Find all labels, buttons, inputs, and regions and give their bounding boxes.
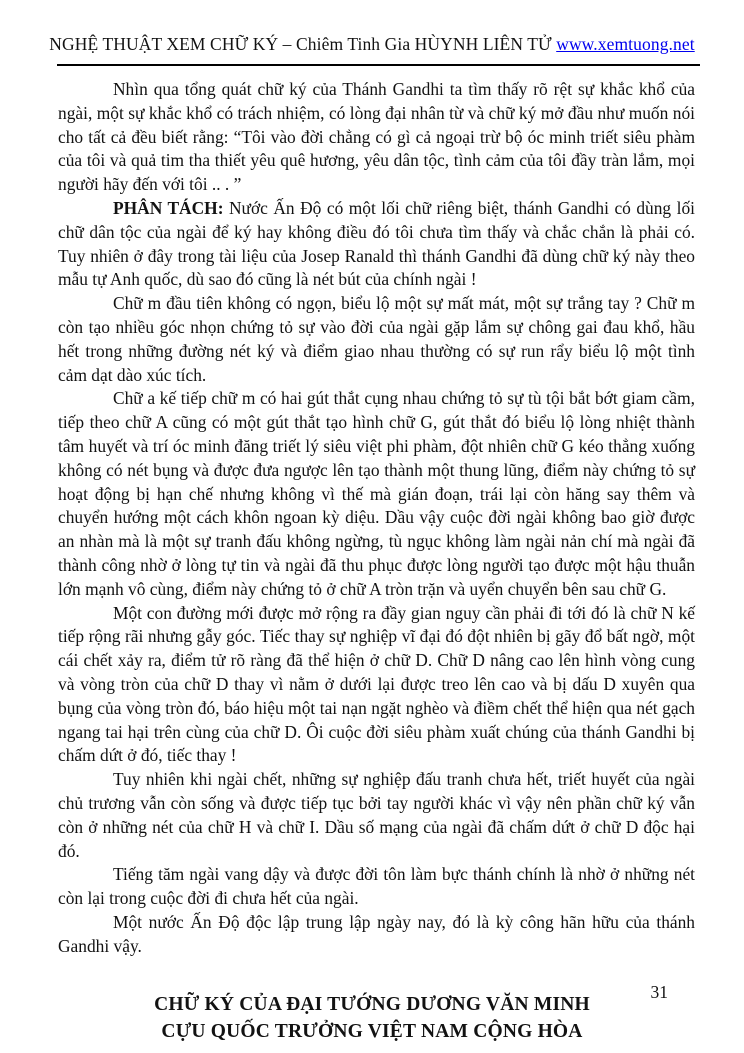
paragraph: Chữ a kế tiếp chữ m có hai gút thắt cụng nhau chứng tỏ sự tù tội bắt bớt giam cầm, tiếp theo chữ A cũng có một gút thắt tạo hình chữ G, gút thắt đó biểu lộ lòng nhiệt thành tâm huyết và trí óc minh đăng triết lý siêu việt phi phàm, đột nhiên chữ G kéo thẳng xuống không có nét bụng và được đưa ngược lên tạo thành một thung lũng, điểm này chứng tỏ sự hoạt động bị hạn chế nhưng không vì thế mà gián đoạn, trái lại còn hăng say thêm và chuyển hướng một cách khôn ngoan kỳ diệu. Dầu vậy cuộc đời ngài không bao giờ được an nhàn mà là một sự tranh đấu không ngừng, tù ngục không làm ngài nản chí mà ngài đã thành công nhờ ở lòng tự tin và ngài đã thu phục được lòng người tạo được một hậu thuẫn lớn mạnh vô cùng, điểm này chứng tỏ ở chữ A tròn trặn và uyển chuyển bên sau chữ G. [58, 388, 695, 599]
header-divider [57, 64, 700, 66]
paragraph: Nhìn qua tổng quát chữ ký của Thánh Gandhi ta tìm thấy rõ rệt sự khắc khổ của ngài, một sự khắc khổ có trách nhiệm, có lòng đại nhân từ và chữ ký mở đầu như muốn nói cho tất cả đều biết rằng: “Tôi vào đời chẳng có gì cả ngoại trừ bộ óc minh triết siêu phàm của tôi và quả tim tha thiết yêu quê hương, yêu dân tộc, tình cảm của tôi đầy tràn lắm, mọi người hãy đến với tôi .. . ” [58, 79, 695, 195]
analysis-label: PHÂN TÁCH: [113, 197, 224, 218]
header-title: NGHỆ THUẬT XEM CHỮ KÝ – Chiêm Tinh Gia HÙYNH LIÊN TỬ [49, 34, 552, 54]
paragraph: Một con đường mới được mở rộng ra đầy gian nguy cần phải đi tới đó là chữ N kế tiếp rộng rãi nhưng gẫy góc. Tiếc thay sự nghiệp vĩ đại đó đột nhiên bị gãy đổ bất ngờ, một cái chết xảy ra, điểm tử rõ ràng đã thể hiện ở chữ D. Chữ D nâng cao lên hình vòng cung và vòng tròn của chữ D thay vì nằm ở dưới lại được treo lên cao và bị dấu D xuyên qua bụng của vòng tròn đó, báo hiệu một tai nạn ngặt nghèo và điềm chết thể hiện qua nét gạch ngang tai hại trên cùng của chữ D. Ôi cuộc đời siêu phàm xuất chúng của thánh Gandhi bị chấm dứt ở đó, tiếc thay ! [58, 602, 695, 766]
paragraph [58, 197, 695, 292]
section-title-line-1: CHỮ KÝ CỦA ĐẠI TƯỚNG DƯƠNG VĂN MINH [154, 994, 590, 1016]
page-number: 31 [650, 982, 668, 1002]
section-title [0, 991, 744, 1045]
paragraph: Tiếng tăm ngài vang dậy và được đời tôn làm bực thánh chính là nhờ ở những nét còn lại trong cuộc đời đi chưa hết của ngài. [58, 864, 695, 909]
paragraph: Tuy nhiên khi ngài chết, những sự nghiệp đấu tranh chưa hết, triết huyết của ngài chủ trương vẫn còn sống và được tiếp tục bởi tay người khác vì vậy nên phần chữ ký vẫn còn ở những nét của chữ H và chữ I. Dầu số mạng của ngài đã chấm dứt ở chữ D độc hại đó. [58, 769, 695, 861]
body-text [58, 78, 695, 958]
page-header [0, 0, 744, 55]
section-title-line-2: CỰU QUỐC TRƯỞNG VIỆT NAM CỘNG HÒA [161, 1021, 583, 1043]
paragraph-text: Nước Ấn Độ có một lối chữ riêng biệt, thánh Gandhi có dùng lối chữ dân tộc của ngài để ký hay không điều đó tôi chưa tìm thấy và chắc chắn là phải có. Tuy nhiên ở đây trong tài liệu của Josep Ranald thì thánh Gandhi đã dùng chữ ký này theo mẫu tự Anh quốc, dù sao đó cũng là nét bút của chính ngài ! [58, 197, 695, 290]
paragraph: Một nước Ấn Độ độc lập trung lập ngày nay, đó là kỳ công hãn hữu của thánh Gandhi vậy. [58, 911, 695, 956]
header-link[interactable]: www.xemtuong.net [556, 34, 695, 54]
paragraph: Chữ m đầu tiên không có ngọn, biểu lộ một sự mất mát, một sự trắng tay ? Chữ m còn tạo nhiều góc nhọn chứng tỏ sự vào đời của ngài gặp lắm sự chông gai đau khổ, hầu hết trong những đường nét ký và điểm giao nhau thường có sự run rẩy biểu lộ một tình cảm dạt dào xúc tích. [58, 293, 695, 385]
